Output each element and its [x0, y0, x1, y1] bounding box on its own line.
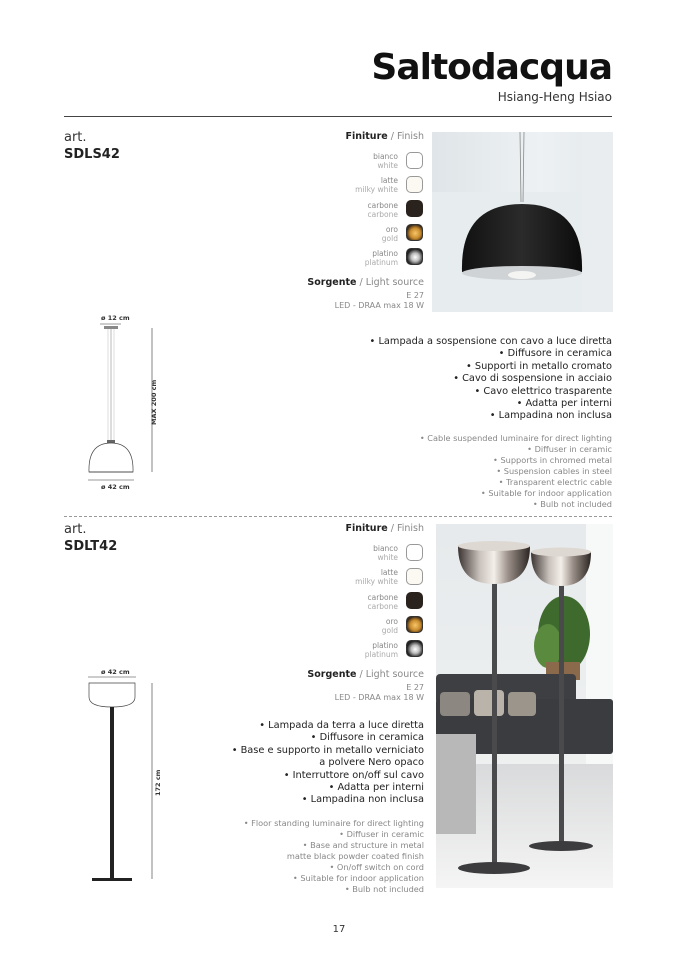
- finish-swatch-milky-white[interactable]: [406, 568, 423, 585]
- finish-label: [382, 225, 398, 243]
- finishes-heading: Finiture / Finish: [345, 523, 424, 534]
- brand-title: Saltodacqua: [371, 47, 612, 88]
- finish-label: [382, 617, 398, 635]
- finish-name-en: carbone: [367, 210, 398, 219]
- feature-it: • Lampadina non inclusa: [489, 410, 612, 422]
- finish-swatch-gold[interactable]: [406, 224, 423, 241]
- art-label: art.: [64, 522, 87, 537]
- finish-label: [355, 176, 398, 194]
- feature-it: • Cavo elettrico trasparente: [474, 385, 612, 397]
- feature-it: • Cavo di sospensione in acciaio: [453, 373, 612, 385]
- features-italian: [370, 336, 612, 423]
- finish-name-en: milky white: [355, 577, 398, 586]
- source-heading-it: Sorgente: [307, 669, 357, 680]
- finish-swatch-white[interactable]: [406, 544, 423, 561]
- source-specs: [335, 683, 424, 703]
- feature-en: • Cable suspended luminaire for direct lighting: [419, 433, 612, 443]
- feature-en: • Supports in chromed metal: [493, 455, 612, 465]
- finish-name-it: bianco: [373, 152, 398, 161]
- finishes-heading: Finiture / Finish: [345, 131, 424, 142]
- finish-name-it: latte: [380, 176, 398, 185]
- finish-name-it: oro: [385, 225, 398, 234]
- feature-it: a polvere Nero opaco: [319, 757, 424, 769]
- feature-en: • Bulb not included: [344, 884, 424, 894]
- feature-it: • Supporti in metallo cromato: [465, 360, 612, 372]
- floor-lamp-photo-illustration: [436, 524, 613, 888]
- finish-label: [367, 593, 398, 611]
- feature-en: • Base and structure in metal: [302, 840, 424, 850]
- finish-label: [373, 544, 398, 562]
- finish-name-en: white: [377, 553, 398, 562]
- finish-label: [373, 152, 398, 170]
- feature-en: • Suitable for indoor application: [292, 873, 424, 883]
- finish-name-it: carbone: [367, 201, 398, 210]
- feature-en: • Bulb not included: [532, 499, 612, 509]
- feature-it: • Lampada a sospensione con cavo a luce diretta: [369, 336, 612, 347]
- feature-en: • On/off switch on cord: [329, 862, 424, 872]
- finishes-heading-it: Finiture: [345, 523, 388, 534]
- finishes-heading-it: Finiture: [345, 131, 388, 142]
- finish-name-en: carbone: [367, 602, 398, 611]
- finish-name-it: oro: [385, 617, 398, 626]
- source-line: E 27: [406, 291, 424, 300]
- product-photo-floor-lamp: [436, 524, 613, 888]
- feature-en: • Suitable for indoor application: [480, 488, 612, 498]
- section-divider: [64, 516, 612, 517]
- dimension-bottom-diameter: ø 42 cm: [101, 483, 130, 491]
- feature-en: • Suspension cables in steel: [496, 466, 612, 476]
- finish-name-it: carbone: [367, 593, 398, 602]
- finish-name-en: platinum: [364, 258, 398, 267]
- dimension-top-diameter: ø 12 cm: [101, 314, 130, 322]
- dimension-height: MAX 200 cm: [150, 379, 158, 425]
- finish-name-it: bianco: [373, 544, 398, 553]
- finish-swatch-carbone[interactable]: [406, 592, 423, 609]
- features-english: [244, 818, 424, 895]
- finish-name-it: latte: [380, 568, 398, 577]
- source-line: E 27: [406, 683, 424, 692]
- header-rule: [64, 116, 612, 117]
- finish-label: [367, 201, 398, 219]
- product-code: SDLS42: [64, 147, 120, 162]
- feature-en: • Diffuser in ceramic: [339, 829, 424, 839]
- feature-it: • Diffusore in ceramica: [310, 732, 424, 744]
- feature-it: • Base e supporto in metallo verniciato: [231, 744, 424, 756]
- page-number: 17: [332, 924, 346, 935]
- feature-it: • Diffusore in ceramica: [498, 348, 612, 360]
- feature-en: matte black powder coated finish: [286, 851, 424, 861]
- finish-label: [365, 641, 398, 659]
- floor-lamp-line-drawing: [80, 675, 165, 887]
- source-heading-en: Light source: [365, 669, 424, 680]
- finish-label: [365, 249, 398, 267]
- finish-name-en: gold: [381, 234, 398, 243]
- finish-name-en: milky white: [355, 185, 398, 194]
- finish-swatch-gold[interactable]: [406, 616, 423, 633]
- feature-en: • Diffuser in ceramic: [527, 444, 612, 454]
- product-code: SDLT42: [64, 539, 118, 554]
- finishes-heading-en: Finish: [396, 523, 424, 534]
- pendant-line-drawing: [80, 320, 165, 490]
- feature-it: • Lampadina non inclusa: [301, 794, 424, 806]
- pendant-photo-illustration: [432, 132, 613, 312]
- finishes-heading-en: Finish: [396, 131, 424, 142]
- finish-name-en: white: [377, 161, 398, 170]
- designer-name: Hsiang-Heng Hsiao: [497, 90, 612, 104]
- source-line: LED - DRAA max 18 W: [334, 693, 424, 702]
- feature-en: • Floor standing luminaire for direct lighting: [243, 818, 424, 828]
- features-italian: [232, 720, 424, 807]
- features-english: [420, 433, 612, 510]
- finish-swatch-carbone[interactable]: [406, 200, 423, 217]
- finish-name-it: platino: [372, 249, 398, 258]
- feature-en: • Transparent electric cable: [498, 477, 612, 487]
- feature-it: • Lampada da terra a luce diretta: [259, 720, 424, 731]
- finish-swatch-platinum[interactable]: [406, 248, 423, 265]
- feature-it: • Adatta per interni: [516, 398, 612, 410]
- dimension-top-diameter: ø 42 cm: [101, 668, 130, 676]
- finish-label: [355, 568, 398, 586]
- art-label: art.: [64, 130, 87, 145]
- feature-it: • Interruttore on/off sul cavo: [283, 769, 424, 781]
- product-photo-pendant: [432, 132, 613, 312]
- finish-swatch-platinum[interactable]: [406, 640, 423, 657]
- source-heading-it: Sorgente: [307, 277, 357, 288]
- feature-it: • Adatta per interni: [328, 782, 424, 794]
- finish-swatch-white[interactable]: [406, 152, 423, 169]
- finish-name-en: platinum: [364, 650, 398, 659]
- source-heading: Sorgente / Light source: [307, 277, 424, 288]
- finish-name-it: platino: [372, 641, 398, 650]
- finish-swatch-milky-white[interactable]: [406, 176, 423, 193]
- finish-name-en: gold: [381, 626, 398, 635]
- source-heading: Sorgente / Light source: [307, 669, 424, 680]
- source-heading-en: Light source: [365, 277, 424, 288]
- dimension-height: 172 cm: [154, 769, 162, 796]
- source-line: LED - DRAA max 18 W: [334, 301, 424, 310]
- source-specs: [335, 291, 424, 311]
